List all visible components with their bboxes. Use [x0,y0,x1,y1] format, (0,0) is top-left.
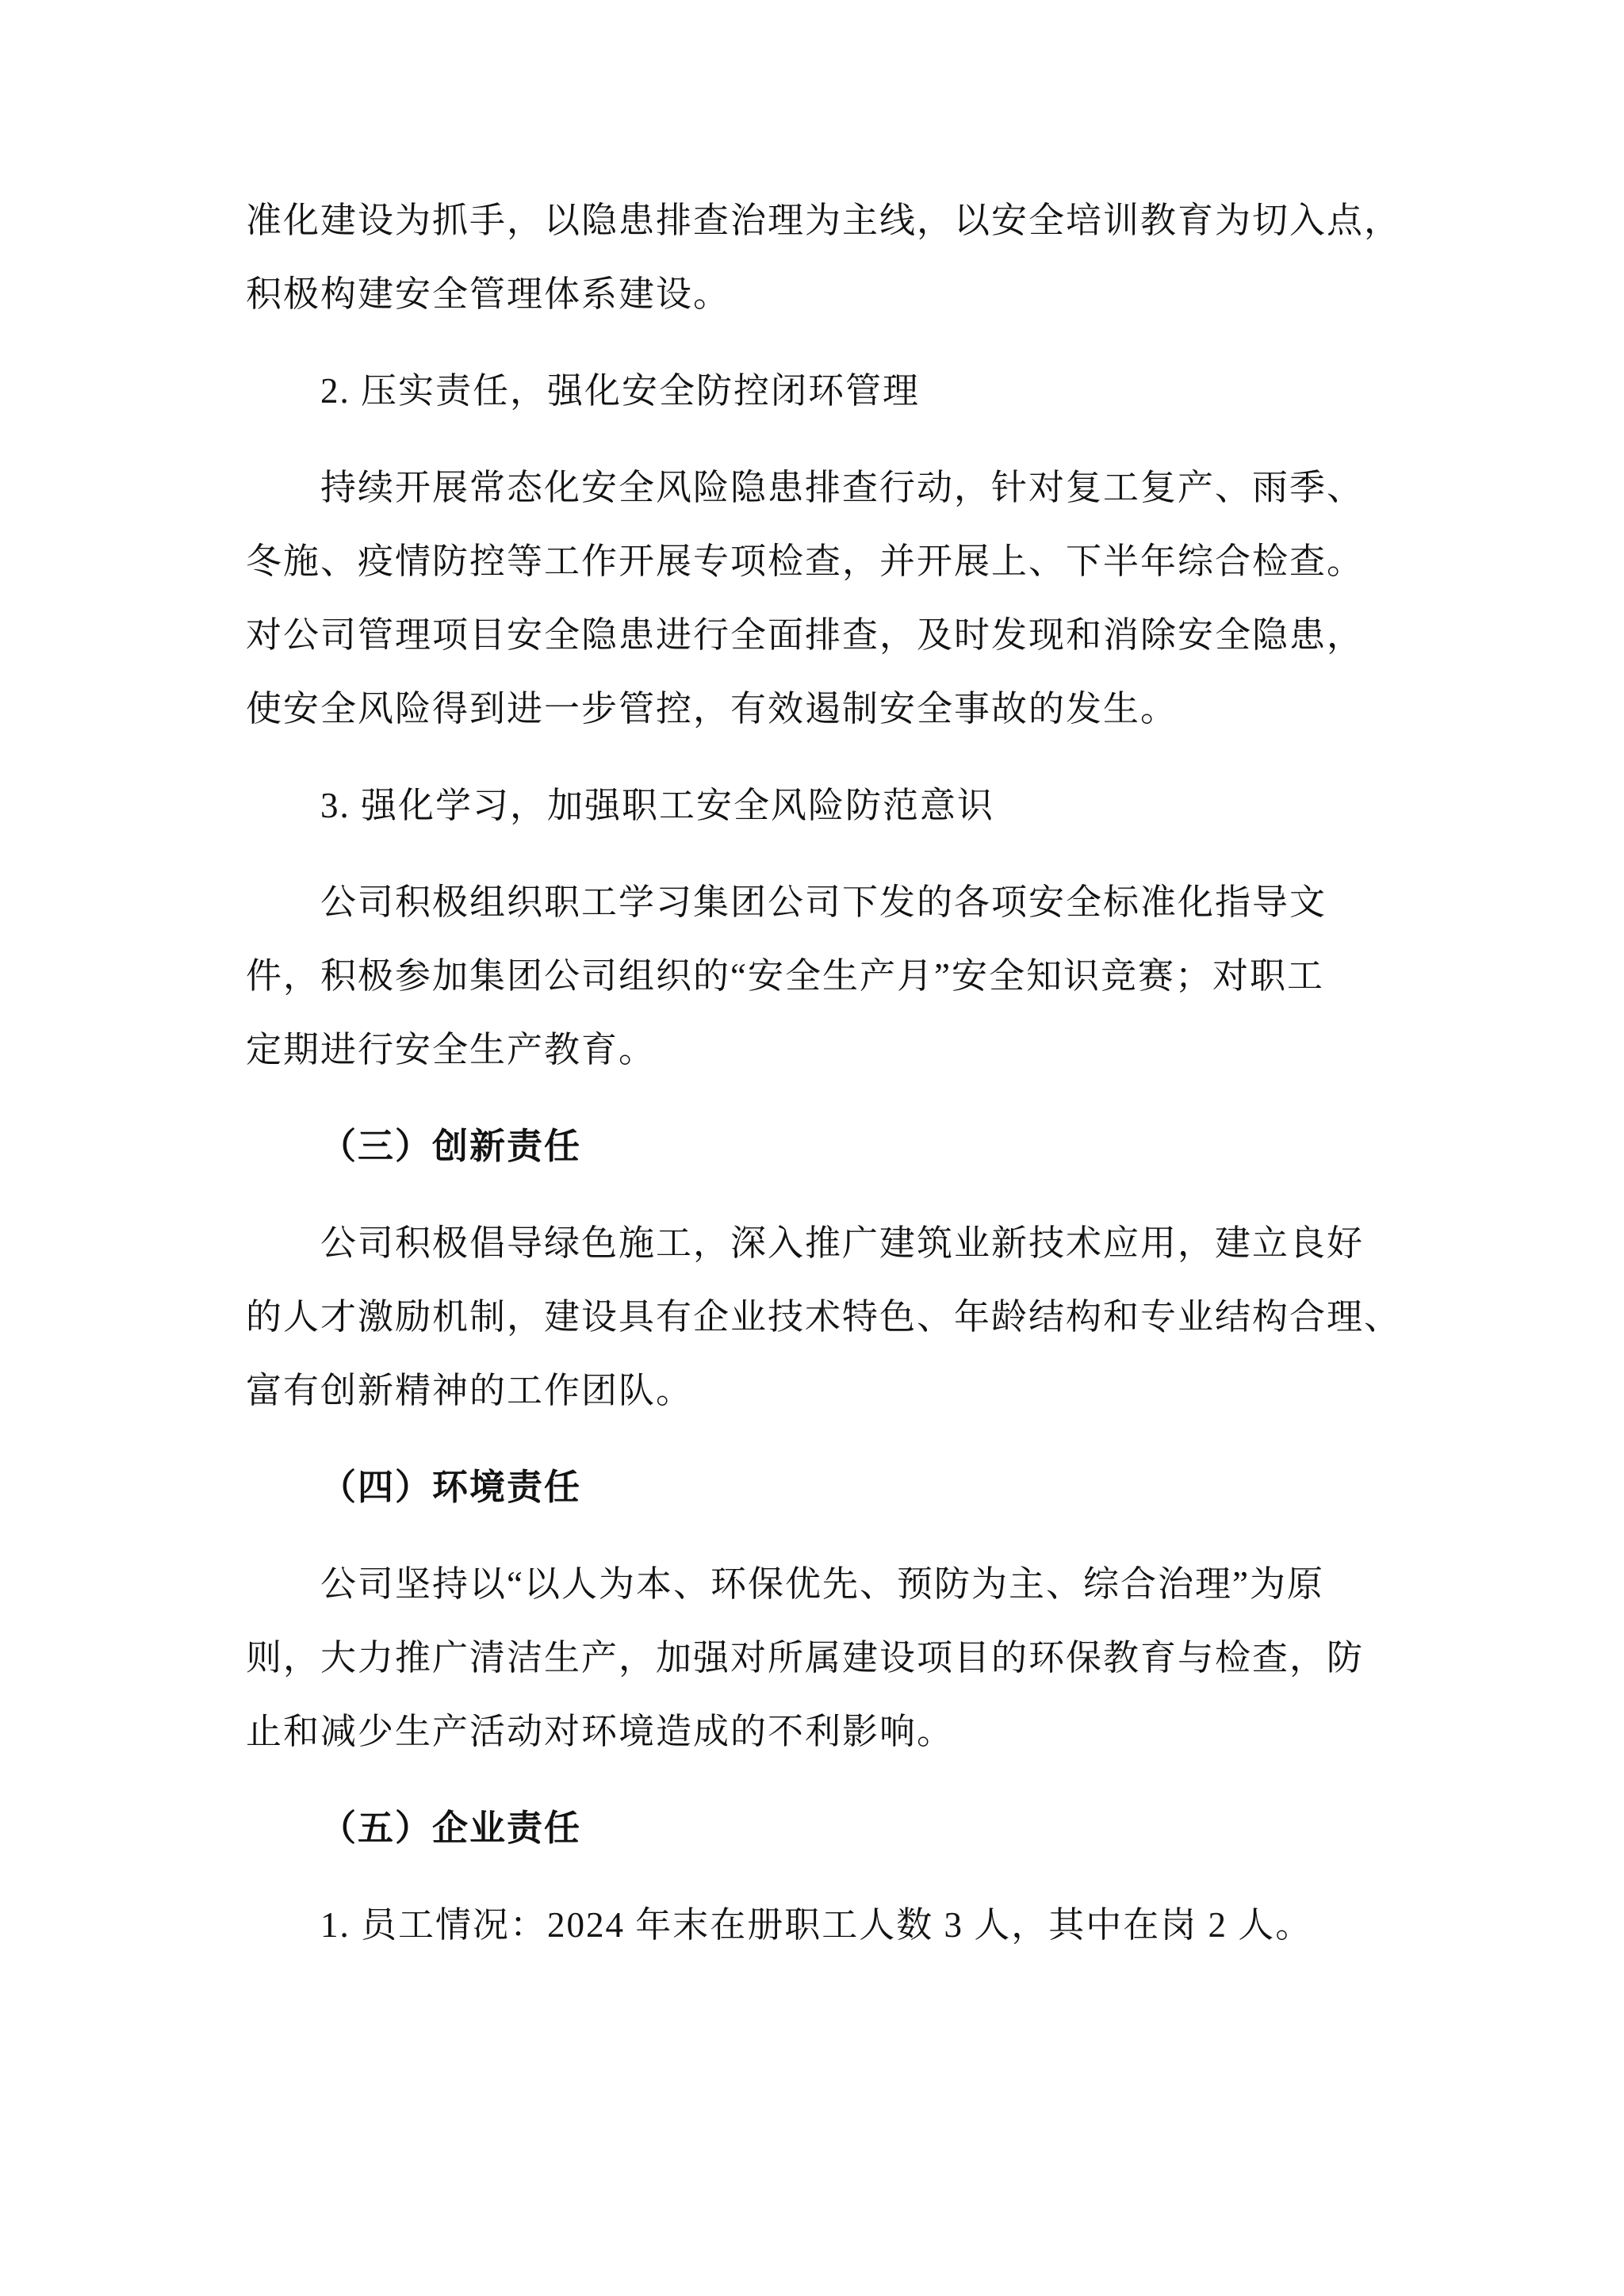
text-line: 止和减少生产活动对环境造成的不利影响。 [246,1712,955,1751]
heading-environment-responsibility [246,1451,1380,1525]
paragraph-employee-status [246,1888,1380,1962]
paragraph-safety-system-continuation [246,184,1402,331]
paragraph-safety-training [246,866,1380,1087]
text-line: 1. 员工情况：2024 年末在册职工人数 3 人，其中在岗 2 人。 [320,1905,1313,1945]
text-line: （五）企业责任 [320,1808,582,1848]
text-line: 件，积极参加集团公司组织的“安全生产月”安全知识竞赛；对职工 [246,956,1324,996]
numbered-heading-3-learning [246,769,1380,843]
paragraph-innovation [246,1207,1402,1428]
text-line: 积极构建安全管理体系建设。 [246,274,731,314]
heading-innovation-responsibility [246,1110,1380,1184]
text-line: 公司坚持以“以人为本、环保优先、预防为主、综合治理”为原 [320,1564,1324,1604]
text-line: 定期进行安全生产教育。 [246,1030,657,1070]
text-line: 对公司管理项目安全隐患进行全面排查，及时发现和消除安全隐患， [246,615,1365,655]
text-line: 2. 压实责任，强化安全防控闭环管理 [320,371,921,411]
text-line: （三）创新责任 [320,1127,582,1166]
paragraph-risk-inspection [246,451,1380,746]
text-line: 的人才激励机制，建设具有企业技术特色、年龄结构和专业结构合理、 [246,1297,1402,1337]
document-body [246,184,1402,1985]
text-line: 则，大力推广清洁生产，加强对所属建设项目的环保教育与检查，防 [246,1638,1365,1678]
text-line: 使安全风险得到进一步管控，有效遏制安全事故的发生。 [246,689,1178,729]
text-line: 持续开展常态化安全风险隐患排查行动，针对复工复产、雨季、 [320,468,1365,507]
text-line: 准化建设为抓手，以隐患排查治理为主线，以安全培训教育为切入点， [246,201,1402,240]
text-line: 富有创新精神的工作团队。 [246,1371,694,1410]
text-line: 公司积极组织职工学习集团公司下发的各项安全标准化指导文 [320,882,1327,922]
numbered-heading-2-responsibility [246,354,1380,428]
text-line: 3. 强化学习，加强职工安全风险防范意识 [320,786,995,825]
text-line: （四）环境责任 [320,1468,582,1507]
paragraph-environment [246,1548,1380,1769]
text-line: 公司积极倡导绿色施工，深入推广建筑业新技术应用，建立良好 [320,1223,1365,1263]
heading-enterprise-responsibility [246,1792,1380,1866]
text-line: 冬施、疫情防控等工作开展专项检查，并开展上、下半年综合检查。 [246,541,1365,581]
